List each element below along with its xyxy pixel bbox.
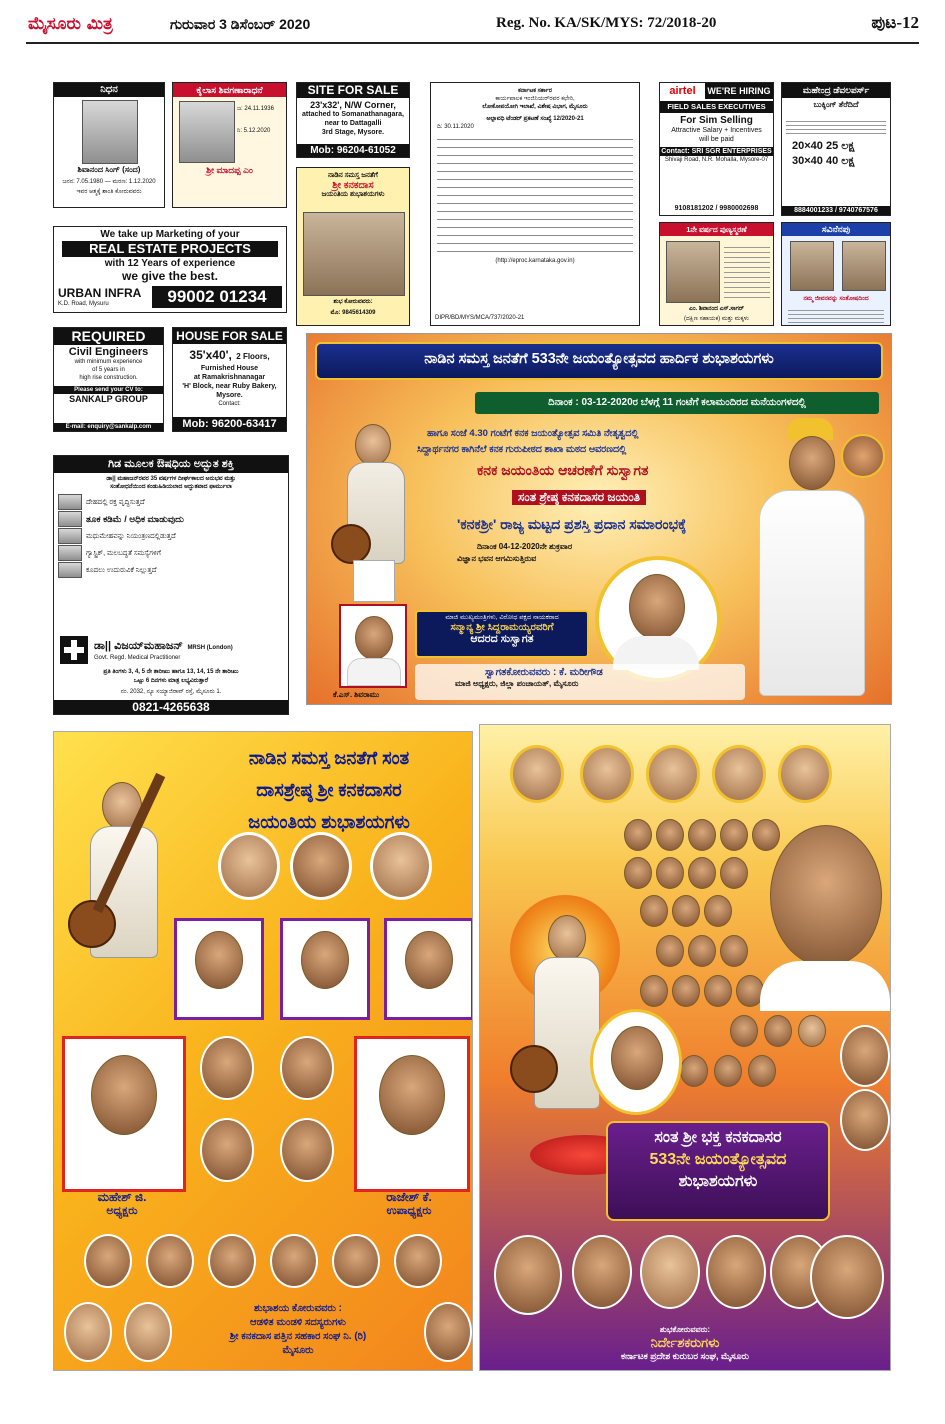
- cm-l1: ಮಾಜಿ ಮುಖ್ಯಮಂತ್ರಿಗಳು, ವಿರೋಧ ಪಕ್ಷದ ನಾಯಕರಾದ: [445, 614, 559, 621]
- house-at: at Ramakrishnanagar: [193, 374, 266, 381]
- left-ad-from1: ಶುಭಾಶಯ ಕೋರುವವರು :: [253, 1303, 343, 1314]
- required-role: Civil Engineers: [68, 346, 149, 358]
- herbal-l7: ಕೂದಲು ಉದುರುವಿಕೆ ನಿಲ್ಲುತ್ತದೆ: [86, 566, 157, 574]
- masthead-logo: ಮೈಸೂರು ಮಿತ್ರ: [28, 14, 113, 34]
- supporter-face: [624, 819, 652, 851]
- leader-photo-2: [280, 918, 370, 1020]
- member-photo-2: [280, 1036, 334, 1100]
- kailasa-title: ಕೈಲಾಸ ಶಿವಗಣಾರಾಧನೆ: [173, 83, 286, 97]
- kailasa-photo: [179, 101, 235, 163]
- tender-ref: DIPR/BD/MYS/MCA/737/2020-21: [435, 315, 525, 321]
- first-punya-note: (ದಕ್ಷಿಣ ಸಹಾಯಕ) ಮತ್ತು ಮಕ್ಕಳು: [684, 316, 749, 322]
- site-sale-line2: near to Dattagalli: [324, 120, 382, 127]
- doctor-degree: MRSH (London): [187, 645, 233, 651]
- supporter-face: [672, 975, 700, 1007]
- herbal-img-1: [58, 494, 82, 510]
- cm-welcome-box: [415, 610, 589, 658]
- required-l2: of 5 years in: [92, 367, 125, 373]
- savinenapu-title: ಸವಿನೆನಪು: [782, 223, 890, 236]
- airtel-address: Shivaji Road, N.R. Mohalla, Mysore-07: [664, 157, 769, 163]
- supporter-face: [720, 857, 748, 889]
- kanaka-small-photo: [303, 212, 405, 296]
- mahendra-desc: [786, 118, 886, 134]
- rseer-photo-4: [712, 745, 766, 803]
- first-punya-verse: [724, 243, 770, 301]
- member-photo-12: [124, 1302, 172, 1362]
- rseer-photo-3: [646, 745, 700, 803]
- house-sale-title: HOUSE FOR SALE: [173, 328, 286, 344]
- house-city: Mysore.: [216, 392, 243, 399]
- director-photo-2: [572, 1235, 632, 1309]
- herbal-l1: ಡಾ|| ಮಹಾಜನ್‌ರವರ 35 ವರ್ಷಗಳ ದೀರ್ಘಕಾಲದ ಅನುಭವ ಮತ್ತು: [106, 476, 236, 482]
- supporter-face: [656, 935, 684, 967]
- herbal-l4: ತೂಕ ಕಡಿಮೆ / ಅಧಿಕ ಮಾಡುವುದು: [86, 513, 184, 524]
- kailasa-dod: ನಿ: 5.12.2020: [237, 128, 271, 134]
- kailasa-dob: ಜ: 24.11.1936: [237, 106, 274, 112]
- siddaramaiah-shirt: [760, 961, 890, 1011]
- mahendra-plot1: 20×40 25 ಲಕ್ಷ: [792, 140, 855, 152]
- savinenapu-caption: ನಮ್ಮ ಜೀವನವನ್ನು ಸಂತೋಷದಿಂದ: [803, 296, 869, 302]
- obituary-ad: [53, 82, 165, 208]
- page-header: [0, 0, 945, 48]
- left-ad-l2: ದಾಸಶ್ರೇಷ್ಠ ಶ್ರೀ ಕನಕದಾಸರ: [256, 780, 402, 800]
- left-ad-from: [178, 1302, 418, 1358]
- herbal-item-5: [58, 563, 284, 577]
- rajesh-role: ಉಪಾಧ್ಯಕ್ಷರು: [386, 1205, 432, 1217]
- kuruba-sangha-ad: [479, 724, 891, 1371]
- supporter-face: [704, 975, 732, 1007]
- airtel-paid: will be paid: [699, 136, 734, 143]
- obituary-dates: ಜನನ: 7.05.1980 — ಮರಣ: 1.12.2020: [62, 179, 156, 185]
- member-photo-13: [424, 1302, 472, 1362]
- member-photo-8: [270, 1234, 318, 1288]
- supporter-face: [656, 857, 684, 889]
- savinenapu-photo-1: [790, 241, 834, 291]
- first-punya-photo: [666, 241, 720, 303]
- main-award: 'ಕನಕಶ್ರೀ' ರಾಜ್ಯ ಮಟ್ಟದ ಪ್ರಶಸ್ತಿ ಪ್ರದಾನ ಸಮಾರಂಭಕ್ಕೆ: [457, 516, 687, 532]
- airtel-contact: Contact: SRI SGR ENTERPRISES: [661, 148, 772, 155]
- herbal-item-1: [58, 495, 284, 509]
- supporter-face: [704, 895, 732, 927]
- supporter-face: [748, 1055, 776, 1087]
- rajesh-name: ರಾಜೇಶ್ ಕೆ.: [386, 1190, 432, 1204]
- left-ad-from4: ಮೈಸೂರು: [282, 1345, 314, 1356]
- herbal-l2: ಸಂಶೋಧನೆಯಿಂದ ಕಂಡುಹಿಡಿಯಲಾದ ಅದ್ಭುತವಾದ ಫಾರ್ಮುಲಾ: [110, 484, 232, 490]
- real-estate-line1: We take up Marketing of your: [100, 229, 240, 240]
- kanaka-small-ad: [296, 167, 410, 326]
- airtel-salary: Attractive Salary + Incentives: [671, 127, 762, 134]
- main-line2: ಹಾಗೂ ಸಂಜೆ 4.30 ಗಂಟೆಗೆ ಕನಕ ಜಯಂತ್ಯೋತ್ಸವ ಸಮಿತಿ ನೇತೃತ್ವದಲ್ಲಿ: [427, 428, 639, 439]
- airtel-hiring: WE'RE HIRING: [705, 83, 773, 99]
- supporter-face: [656, 819, 684, 851]
- site-sale-line3: 3rd Stage, Mysore.: [321, 129, 385, 136]
- herbal-l3: ದೇಹದಲ್ಲಿ ರಕ್ತ ವೃದ್ಧಿಸುತ್ತದೆ: [86, 498, 145, 506]
- herbal-item-2: [58, 512, 284, 526]
- issue-date: ಗುರುವಾರ 3 ಡಿಸೆಂಬರ್ 2020: [170, 16, 311, 32]
- member-photo-11: [64, 1302, 112, 1362]
- kanaka-small-title1: ನಾಡಿನ ಸಮಸ್ತ ಜನತೆಗೆ: [328, 172, 378, 179]
- herbal-addr: ನಂ. 2032, ನ್ಯೂ ಸಯ್ಯಾಜಿರಾವ್ ರಸ್ತೆ, ಮೈಸೂರು 1.: [120, 689, 222, 695]
- header-rule: [26, 42, 919, 44]
- ks-shivaramu-photo: [339, 604, 407, 688]
- main-date-line: ದಿನಾಂಕ : 03-12-2020ರ ಬೆಳಗ್ಗೆ 11 ಗಂಟೆಗೆ ಕಲಾಮಂದಿರದ ಮನೆಯಂಗಳದಲ್ಲಿ: [475, 392, 879, 414]
- supporter-face: [720, 819, 748, 851]
- cm-l2: ಸನ್ಮಾನ್ಯ ಶ್ರೀ ಸಿದ್ದರಾಮಯ್ಯರವರಿಗೆ: [450, 622, 554, 633]
- herbal-phone: 0821-4265638: [54, 700, 288, 714]
- airtel-top: [660, 83, 773, 99]
- member-photo-3: [200, 1118, 254, 1182]
- airtel-fse: FIELD SALES EXECUTIVES: [660, 101, 773, 113]
- urban-infra-brand: [58, 286, 141, 308]
- mahendra-plot2: 30×40 40 ಲಕ್ಷ: [792, 155, 855, 167]
- herbal-img-3: [58, 528, 82, 544]
- director-photo-6: [810, 1235, 884, 1319]
- herbal-img-4: [58, 545, 82, 561]
- herbal-dates1: ಪ್ರತಿ ತಿಂಗಳು 3, 4, 5 ನೇ ತಾರೀಖು ಹಾಗೂ 13, 14, 15 ನೇ ತಾರೀಖು: [103, 669, 239, 675]
- main-santa: ಸಂತ ಶ್ರೇಷ್ಠ ಕನಕದಾಸರ ಜಯಂತಿ: [512, 490, 646, 505]
- siddaramaiah-big-photo: [770, 825, 882, 967]
- kanaka-small-title3: ಜಯಂತಿಯ ಶುಭಾಶಯಗಳು: [321, 191, 385, 198]
- tender-date: ದಿ: 30.11.2020: [437, 124, 474, 130]
- herbal-img-2: [58, 511, 82, 527]
- real-estate-line3: we give the best.: [121, 269, 219, 283]
- left-ad-from3: ಶ್ರೀ ಕನಕದಾಸ ಪತ್ತಿನ ಸಹಕಾರ ಸಂಘ ನಿ. (ರಿ): [229, 1331, 367, 1342]
- kanaka-jayanti-main-ad: [306, 333, 892, 705]
- obituary-photo: [82, 100, 138, 164]
- tender-line3: ಲೋಕೋಪಯೋಗಿ ಇಲಾಖೆ, ವಿಶೇಷ ವಿಭಾಗ, ಮೈಸೂರು: [482, 104, 588, 110]
- real-estate-line2: with 12 Years of experience: [104, 258, 236, 269]
- herbal-medicine-ad: [53, 455, 289, 715]
- savinenapu-ad: [781, 222, 891, 326]
- mahesh-name: ಮಹೇಶ್ ಜಿ.: [97, 1190, 147, 1204]
- right-ad-l2: 533ನೇ ಜಯಂತ್ಯೋತ್ಸವದ: [649, 1151, 787, 1168]
- right-side-photo: [840, 1025, 890, 1087]
- mahesh-caption: [66, 1190, 178, 1218]
- member-photo-1: [200, 1036, 254, 1100]
- kanaka-small-from: ಶುಭ ಕೋರುವವರು:: [333, 299, 373, 305]
- site-sale-size: 23'x32', N/W Corner,: [310, 100, 396, 110]
- welcomer-box: [415, 664, 745, 700]
- right-ad-from1: ಶುಭಕೋರುವವರು:: [659, 1325, 711, 1334]
- supporter-face: [680, 1055, 708, 1087]
- obituary-title: ನಿಧನ: [54, 83, 164, 97]
- seer-photo-3: [370, 832, 432, 900]
- kanaka-society-ad: [53, 731, 473, 1371]
- member-photo-4: [280, 1118, 334, 1182]
- right-ad-from3: ಕರ್ನಾಟಕ ಪ್ರದೇಶ ಕುರುಬರ ಸಂಘ, ಮೈಸೂರು: [620, 1351, 750, 1361]
- director-photo-4: [706, 1235, 766, 1309]
- herbal-img-5: [58, 562, 82, 578]
- kanakadasa-figure: [325, 404, 425, 604]
- supporter-face: [640, 895, 668, 927]
- supporter-face: [688, 857, 716, 889]
- left-ad-l1: ನಾಡಿನ ಸಮಸ್ತ ಜನತೆಗೆ ಸಂತ: [248, 748, 410, 768]
- member-photo-6: [146, 1234, 194, 1288]
- urban-infra-name: URBAN INFRA: [58, 286, 142, 300]
- house-sale-ad: [172, 327, 287, 432]
- first-punya-name: ಎಂ. ಶಿವಾನಂದ ಎಸ್.ಸಾಗರ್: [689, 306, 744, 312]
- doctor-govt: Govt. Regd. Medical Practitioner: [94, 655, 181, 661]
- required-send: Please send your CV to:: [54, 386, 163, 394]
- supporter-face: [714, 1055, 742, 1087]
- supporter-face: [688, 819, 716, 851]
- herbal-l6: ಗ್ಯಾಸ್ಟ್ರಿಕ್, ಮಲಬದ್ಧತೆ ಸಮಸ್ಯೆಗಳಿಗೆ: [86, 549, 161, 557]
- kailasa-name: ಶ್ರೀ ಮಾದಪ್ಪ ಎಂ: [206, 165, 253, 175]
- tender-body-text: [437, 135, 633, 253]
- site-sale-line1: attached to Somanathanagara,: [302, 111, 404, 118]
- main-venue: ವಿಜ್ಞಾನ ಭವನ ಆಗಮಿಸುತ್ತಿರುವ: [457, 554, 537, 563]
- herbal-title: ಗಿಡ ಮೂಲಕ ಔಷಧಿಯ ಅದ್ಭುತ ಶಕ್ತಿ: [54, 456, 288, 473]
- obituary-name: ಶಿವಾನಂದ ಸಿಂಗ್ (ಸಂದ): [77, 165, 141, 174]
- first-punya-title: 1ನೇ ವರ್ಷದ ಪುಣ್ಯಸ್ಮರಣೆ: [660, 223, 773, 236]
- site-sale-mob: Mob: 96204-61052: [297, 144, 409, 157]
- required-company: SANKALP GROUP: [69, 394, 148, 404]
- mahendra-title: ಮಹೇಂದ್ರ ಡೆವಲಪರ್ಸ್: [782, 83, 890, 98]
- airtel-sim: For Sim Selling: [680, 115, 753, 126]
- mahendra-sub: ಬುಕ್ಕಿಂಗ್ ತೆರೆದಿದೆ: [813, 100, 859, 109]
- supporter-face: [752, 819, 780, 851]
- cm-l3: ಆದರದ ಸುಸ್ವಾಗತ: [470, 633, 534, 645]
- mahendra-phones: 8884001233 / 9740767576: [782, 206, 890, 215]
- ks-shivaramu-name: ಕೆ.ಎಸ್. ಶಿವರಾಮು: [333, 690, 380, 699]
- house-contact: Contact:: [218, 401, 241, 407]
- member-photo-10: [394, 1234, 442, 1288]
- welcomer-title: ಮಾಜಿ ಅಧ್ಯಕ್ಷರು, ಜಿಲ್ಲಾ ಪಂಚಾಯತ್, ಮೈಸೂರು: [455, 679, 579, 688]
- main-date2: ದಿನಾಂಕ 04-12-2020ನೇ ಶುಕ್ರವಾರ: [477, 542, 573, 551]
- mahesh-photo: [62, 1036, 186, 1192]
- site-sale-title: SITE FOR SALE: [297, 83, 409, 98]
- medical-cross-icon: [60, 636, 88, 664]
- kanaka-small-mob: ಮೊ: 9845614309: [330, 310, 376, 316]
- savinenapu-photo-2: [842, 241, 886, 291]
- house-size: 35'x40',: [189, 348, 232, 362]
- required-email: E-mail: enquiry@sankalp.com: [54, 423, 163, 431]
- house-floors: 2 Floors,: [236, 352, 270, 361]
- seer-photo-2: [290, 832, 352, 900]
- supporter-face: [688, 935, 716, 967]
- right-ad-l1: ಸಂತ ಶ್ರೀ ಭಕ್ತ ಕನಕದಾಸರ: [654, 1129, 782, 1146]
- seer-photo-1: [218, 832, 280, 900]
- member-photo-5: [84, 1234, 132, 1288]
- right-ad-headline: [606, 1121, 830, 1221]
- right-side-photo-2: [840, 1089, 890, 1151]
- airtel-hiring-ad: [659, 82, 774, 216]
- supporter-face: [764, 1015, 792, 1047]
- main-line3: ಸಿದ್ದಾರ್ಥನಗರ ಕಾಗಿನೆಲೆ ಕನಕ ಗುರುಪೀಠದ ಶಾಖಾ ಮಠದ ಆವರಣದಲ್ಲಿ: [417, 444, 627, 455]
- first-punya-ad: [659, 222, 774, 326]
- required-l1: with minimum experience: [74, 359, 143, 365]
- house-furnished: Furnished House: [200, 365, 259, 372]
- site-sale-ad: [296, 82, 410, 158]
- herbal-l5: ಮಧುಮೇಹವನ್ನು ನಿಯಂತ್ರಣದಲ್ಲಿಡುತ್ತದೆ: [86, 532, 176, 540]
- required-title: REQUIRED: [54, 328, 163, 345]
- house-block: 'H' Block, near Ruby Bakery,: [182, 383, 277, 390]
- urban-infra-addr: K.D. Road, Mysuru: [58, 301, 109, 307]
- rajesh-photo: [354, 1036, 470, 1192]
- registration-number: Reg. No. KA/SK/MYS: 72/2018-20: [496, 15, 717, 31]
- herbal-item-3: [58, 529, 284, 543]
- kanaka-small-title2: ಶ್ರೀ ಕನಕದಾಸ: [332, 180, 374, 191]
- left-kanakadasa-figure: [64, 762, 184, 1012]
- savinenapu-text: [788, 307, 884, 323]
- supporter-face: [640, 975, 668, 1007]
- tender-notice: [430, 82, 640, 326]
- supporter-face: [798, 1015, 826, 1047]
- left-ad-l3: ಜಯಂತಿಯ ಶುಭಾಶಯಗಳು: [248, 812, 410, 832]
- director-photo-3: [640, 1235, 700, 1309]
- rseer-photo-5: [778, 745, 832, 803]
- house-mob: Mob: 96200-63417: [173, 417, 286, 431]
- tender-notice-number: ಅಲ್ಪಾವಧಿ ಟೆಂಡರ್ ಪ್ರಕಟಣೆ ಸಂಖ್ಯೆ 12/2020-21: [486, 116, 584, 122]
- rseer-photo-1: [510, 745, 564, 803]
- tender-line1: ಕರ್ನಾಟಕ ಸರ್ಕಾರ: [518, 88, 552, 94]
- left-ad-headline: [194, 742, 464, 838]
- required-l3: high rise construction.: [79, 375, 138, 381]
- rseer-photo-2: [580, 745, 634, 803]
- main-banner: ನಾಡಿನ ಸಮಸ್ತ ಜನತೆಗೆ 533ನೇ ಜಯಂತ್ಯೋತ್ಸವದ ಹಾರ್ದಿಕ ಶುಭಾಶಯಗಳು: [315, 342, 883, 380]
- supporter-face: [730, 1015, 758, 1047]
- welcomer-name: ಸ್ವಾಗತಕೋರುವವರು : ಕೆ. ಮರೀಗೌಡ: [485, 667, 603, 678]
- member-photo-7: [208, 1234, 256, 1288]
- real-estate-phone: 99002 01234: [152, 286, 282, 308]
- right-ad-from: [480, 1325, 890, 1362]
- herbal-item-4: [58, 546, 284, 560]
- right-ad-l3: ಶುಭಾಶಯಗಳು: [678, 1173, 758, 1190]
- rajesh-caption: [354, 1190, 464, 1218]
- tender-url: (http://eproc.karnataka.gov.in): [495, 258, 575, 264]
- center-portrait: [590, 1009, 682, 1115]
- obituary-note: ಇವರ ಆತ್ಮಕ್ಕೆ ಶಾಂತಿ ಕೋರುವವರು: [76, 189, 142, 195]
- mahendra-ad: [781, 82, 891, 216]
- right-ad-from2: ನಿರ್ದೇಶಕರುಗಳು: [650, 1335, 720, 1350]
- kailasa-ad: [172, 82, 287, 208]
- tender-line2: ಕಾರ್ಯಪಾಲಕ ಇಂಜಿನಿಯರ್‌ರವರ ಕಛೇರಿ,: [495, 96, 575, 102]
- main-welcome: ಕನಕ ಜಯಂತಿಯ ಆಚರಣೆಗೆ ಸುಸ್ವಾಗತ: [477, 462, 649, 478]
- airtel-phones: 9108181202 / 9980002698: [674, 205, 759, 212]
- doctor-name: ಡಾ|| ವಿಜಯ್‌ಮಹಾಜನ್: [94, 640, 183, 652]
- leader-photo-1: [174, 918, 264, 1020]
- supporter-face: [624, 857, 652, 889]
- required-ad: [53, 327, 164, 432]
- small-portrait-right: [841, 434, 885, 478]
- supporter-face: [720, 935, 748, 967]
- member-photo-9: [332, 1234, 380, 1288]
- leader-photo-3: [384, 918, 473, 1020]
- real-estate-ad: [53, 226, 287, 313]
- herbal-dates2: ಒಟ್ಟು 6 ದಿನಗಳು ಮಾತ್ರ ಲಭ್ಯವಿರುತ್ತಾರೆ: [133, 678, 209, 684]
- supporter-face: [672, 895, 700, 927]
- director-photo-1: [494, 1235, 562, 1315]
- airtel-brand: airtel: [660, 83, 705, 99]
- page-number: ಪುಟ-12: [871, 13, 919, 32]
- left-ad-from2: ಆಡಳಿತ ಮಂಡಳಿ ಸದಸ್ಯರುಗಳು: [250, 1317, 346, 1328]
- real-estate-title: REAL ESTATE PROJECTS: [62, 241, 278, 257]
- mahesh-role: ಅಧ್ಯಕ್ಷರು: [106, 1205, 138, 1217]
